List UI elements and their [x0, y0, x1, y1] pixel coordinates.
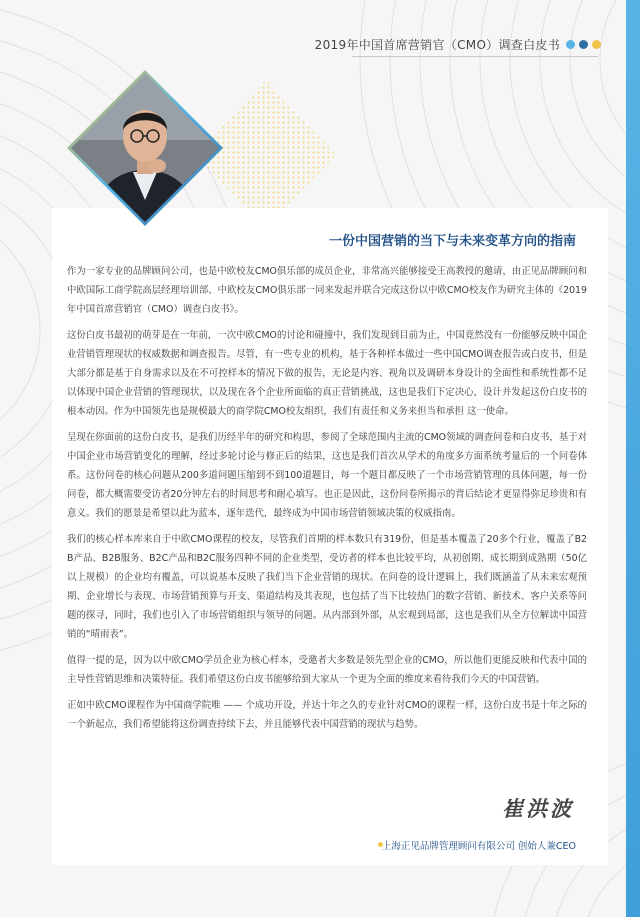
paragraph-3: 呈现在你面前的这份白皮书，是我们历经半年的研究和构思，参阅了全球范围内主流的CMO领域的调查问卷和白皮书，基于对中国企业市场营销变化的理解，经过多轮讨论与修正后的结果，这也是我们首次从学术的角度多方面系统考量后的一个问卷体系。这份问卷的核心问题从200多道问题压缩到不到100道题目，每一个题目都反映了一个市场营销管理的具体问题，每一份问卷，都大概需要受访者20分钟左右的时间思考和耐心填写。也正是因此，这份问卷所揭示的背后结论才更显得弥足珍贵和有意义。我们的愿景是希望以此为蓝本，逐年迭代，最终成为中国市场营销领域决策的权威指南。: [67, 432, 587, 519]
header-dot-1: [566, 40, 575, 49]
paragraph-1: 作为一家专业的品牌顾问公司，也是中欧校友CMO俱乐部的成员企业，非常高兴能够接受王高教授的邀请，由正见品牌顾问和中欧国际工商学院高层经理培训部、中欧校友CMO俱乐部一同来发起并联合完成这份以中欧CMO校友作为研究主体的《2019年中国首席营销官（CMO）调查白皮书》。: [67, 266, 587, 315]
portrait-photo: [67, 70, 223, 226]
header-dot-3: [592, 40, 601, 49]
author-affiliation: 上海正见品牌管理顾问有限公司 创始人兼CEO: [381, 841, 576, 852]
author-signature: 崔洪波: [502, 796, 574, 821]
paragraph-4: 我们的核心样本库来自于中欧CMO课程的校友，尽管我们首期的样本数只有319份，但是基本覆盖了20多个行业，覆盖了B2B产品、B2B服务、B2C产品和B2C服务四种不同的企业类型，受访者的样本也比较平均，从初创期、成长期到成熟期（50亿以上规模）的企业均有覆盖，可以说基本反映了我们当下企业营销的现状。在问卷的设计逻辑上，我们既涵盖了从未来宏观预期、企业增长与表现、市场营销预算与开支、渠道结构及其表现，也包括了当下比较热门的数字营销、新技术、客户关系等问题的探寻，同时，我们也引入了市场营销组织与领导的问题。从内部到外部，从宏观到局部，这也是我们从全方位解读中国营销的“晴雨表”。: [67, 534, 587, 640]
header-dot-2: [579, 40, 588, 49]
document-header-title: 2019年中国首席营销官（CMO）调查白皮书: [314, 38, 560, 52]
header-divider: [352, 56, 598, 57]
article-body: [67, 262, 587, 741]
paragraph-2: 这份白皮书最初的萌芽是在一年前，一次中欧CMO的讨论和碰撞中，我们发现到目前为止，中国竟然没有一份能够反映中国企业营销管理现状的权威数据和调查报告。尽管，有一些专业的机构，基于各种样本做过一些中国CMO调查报告或白皮书，但是大部分都是基于自身需求以及在不可控样本的情况下做的报告，无论是内容、视角以及调研本身设计的全面性和系统性都不足以体现中国企业营销的管理现状，以及现在各个企业所面临的真正营销挑战，这也是我们下定决心，设计并发起这份白皮书的根本动因。作为中国领先也是规模最大的商学院CMO校友组织，我们有责任和义务来担当和承担 这一使命。: [67, 330, 587, 417]
paragraph-6: 正如中欧CMO课程作为中国商学院唯 —— 个成功开设，并达十年之久的专业针对CMO的课程一样，这份白皮书是十年之际的一个新起点，我们希望能将这份调查持续下去，并且能够代表中国营销的现状与趋势。: [67, 700, 587, 730]
article-headline: 一份中国营销的当下与未来变革方向的指南: [328, 234, 576, 249]
right-edge-bar: [626, 0, 640, 917]
paragraph-5: 值得一提的是，因为以中欧CMO学员企业为核心样本，受邀者大多数是领先型企业的CMO，所以他们更能反映和代表中国的主导性营销思维和决策特征。我们希望这份白皮书能够给到大家从一个更为全面的维度来看待我们今天的中国营销。: [67, 655, 587, 685]
portrait-image: [67, 70, 223, 226]
